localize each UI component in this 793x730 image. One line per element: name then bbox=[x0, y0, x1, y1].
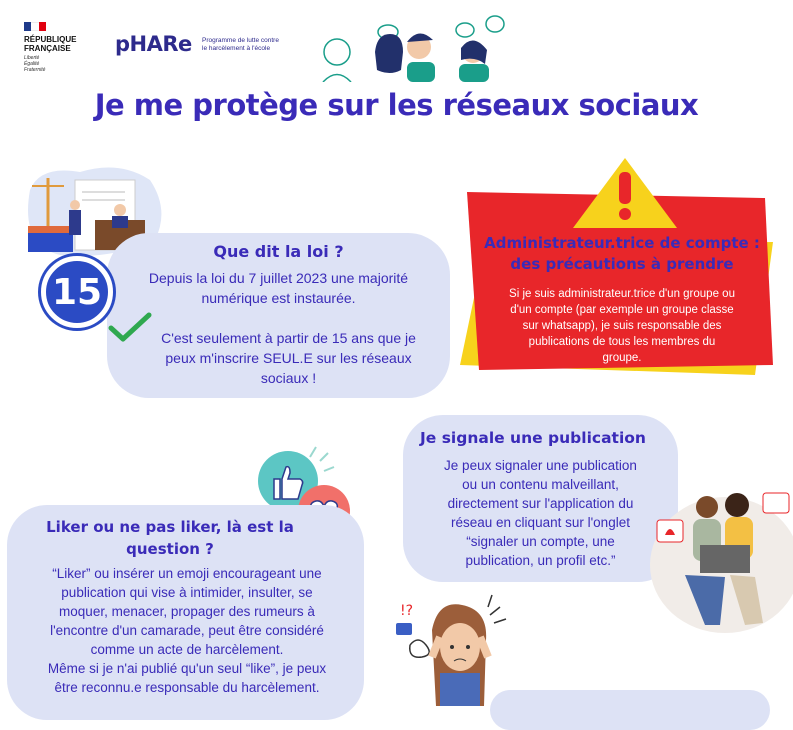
loi-text-1-line: numérique est instaurée. bbox=[201, 290, 356, 306]
liker-text-line: “Liker” ou insérer un emoji encourageant une bbox=[52, 566, 322, 581]
stressed-girl-illustration bbox=[380, 585, 540, 706]
liker-title bbox=[20, 516, 320, 560]
admin-text-line: Si je suis administrateur.trice d'un groupe ou bbox=[509, 288, 735, 300]
signale-text-line: ou un contenu malveillant, bbox=[462, 477, 619, 492]
loi-text-2-line: C'est seulement à partir de 15 ans que je bbox=[161, 330, 416, 346]
signale-text-line: réseau en cliquant sur l'onglet bbox=[451, 515, 630, 530]
liker-text-line: moquer, menacer, propager des rumeurs à bbox=[59, 604, 315, 619]
liker-text-line: être reconnu.e responsable du harcèlement. bbox=[54, 680, 320, 695]
svg-text:!?: !? bbox=[400, 603, 414, 619]
liker-text-line: publication qui vise à intimider, insulter, se bbox=[61, 585, 313, 600]
page-title: Je me protège sur les réseaux sociaux bbox=[94, 88, 699, 122]
motto-liberte: Liberté bbox=[24, 55, 40, 61]
flag-icon bbox=[24, 22, 46, 31]
admin-text-line: sur whatsapp), je suis responsable des bbox=[522, 320, 722, 332]
phare-tagline-2: le harcèlement à l'école bbox=[202, 45, 271, 52]
loi-text-2-line: peux m'inscrire SEUL.E sur les réseaux bbox=[165, 350, 412, 366]
liker-title-line: Liker ou ne pas liker, là est la bbox=[46, 518, 294, 536]
loi-text-2-line: sociaux ! bbox=[260, 370, 317, 386]
signale-title: Je signale une publication bbox=[420, 429, 646, 447]
admin-title bbox=[470, 233, 774, 275]
liker-text-line: comme un acte de harcèlement. bbox=[90, 642, 284, 657]
liker-text bbox=[12, 564, 362, 697]
phare-logo-text: pHARe bbox=[115, 32, 192, 56]
motto-egalite: Égalité bbox=[24, 61, 40, 67]
admin-text-line: d'un compte (par exemple un groupe classe bbox=[510, 304, 734, 316]
next-bubble-partial bbox=[490, 690, 770, 730]
teens-illustration bbox=[315, 12, 525, 82]
signale-text bbox=[403, 456, 678, 570]
loi-title: Que dit la loi ? bbox=[213, 242, 344, 261]
liker-text-line: Même si je n'ai publié qu'un seul “like”, je peux bbox=[47, 661, 327, 676]
age-15-badge bbox=[41, 256, 113, 328]
signale-text-line: “signaler un compte, une bbox=[466, 534, 615, 549]
admin-text bbox=[470, 286, 774, 366]
signale-text-line: publication, un profil etc.” bbox=[465, 553, 616, 568]
signale-text-line: directement sur l'application du bbox=[447, 496, 634, 511]
liker-title-line: question ? bbox=[126, 540, 214, 558]
republique-francaise-logo bbox=[24, 22, 94, 77]
liker-text-line: l'encontre d'un camarade, peut être considéré bbox=[50, 623, 324, 638]
loi-text-1-line: Depuis la loi du 7 juillet 2023 une majorité bbox=[148, 270, 409, 286]
loi-text-2 bbox=[117, 328, 460, 388]
republique-text: RÉPUBLIQUE bbox=[24, 35, 77, 44]
loi-text-1 bbox=[107, 268, 450, 308]
admin-text-line: publications de tous les membres du bbox=[528, 336, 716, 348]
admin-title-line: Administrateur.trice de compte : bbox=[484, 234, 760, 252]
admin-text-line: groupe. bbox=[602, 352, 642, 364]
couple-with-laptop-illustration bbox=[645, 485, 793, 635]
admin-title-line: des précautions à prendre bbox=[510, 255, 734, 273]
francaise-text: FRANÇAISE bbox=[24, 44, 71, 53]
signale-text-line: Je peux signaler une publication bbox=[444, 458, 637, 473]
motto-fraternite: Fraternité bbox=[24, 67, 46, 73]
phare-tagline-1: Programme de lutte contre bbox=[202, 37, 279, 44]
age-15-text: 15 bbox=[51, 271, 103, 313]
phare-logo bbox=[115, 32, 300, 62]
